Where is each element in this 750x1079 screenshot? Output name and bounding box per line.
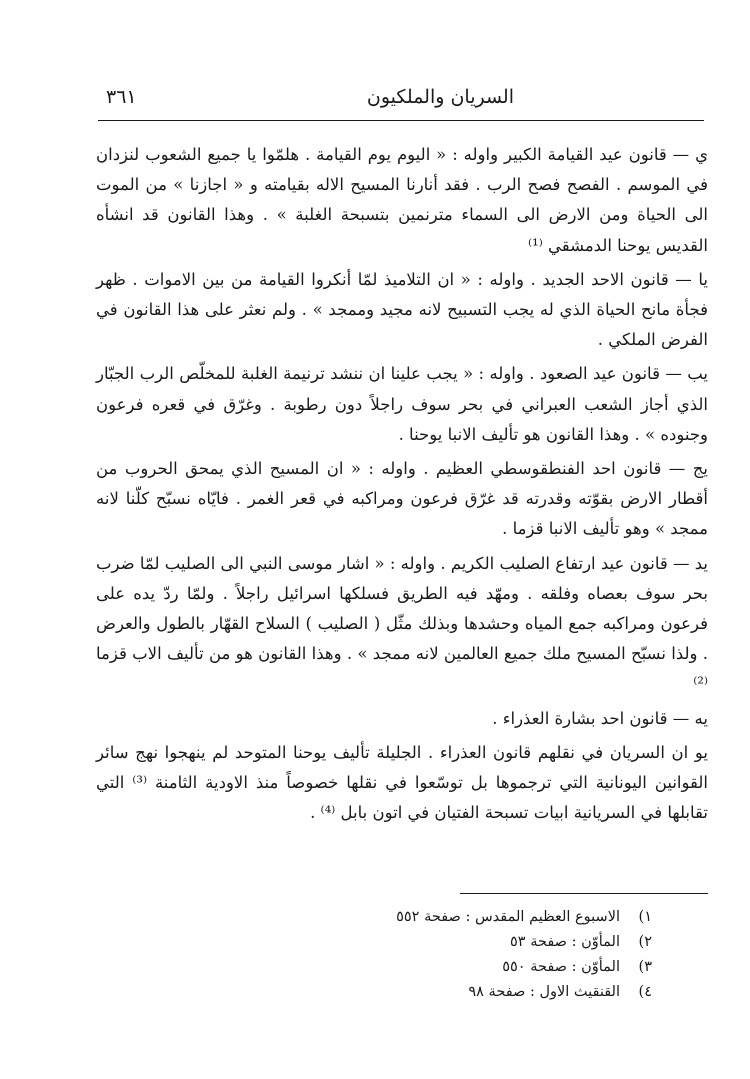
footnote-item	[332, 980, 652, 1005]
paragraph-ya-h: يه — قانون احد بشارة العذراء .	[492, 708, 708, 728]
footnote-item	[332, 955, 652, 980]
footnote-text: المأوّن : صفحة ٥٥٠	[502, 959, 620, 975]
paragraph-ya-a: يا — قانون الاحد الجديد . واوله : « ان التلاميذ لمّا أنكروا القيامة من بين الاموات . ظهر فجأة مانح الحياة الذي له يجب التسبيح لانه مجيد وممجد » . ولم نعثر على هذا القانون في الفرض الملكي .	[96, 269, 708, 350]
paragraph-ya-b: يب — قانون عيد الصعود . واوله : « يجب علينا ان ننشد ترنيمة الغلبة للمخلّص الرب الجبّار الذي أجاز الشعب العبراني في بحر سوف راجلاً دون رطوبة . وغرّق في قعره فرعون وجنوده » . وهذا القانون هو تأليف الانبا يوحنا .	[96, 364, 708, 444]
footnote-item	[332, 905, 652, 930]
footnote-number: ٤)	[638, 984, 652, 1000]
page-header	[98, 84, 704, 121]
footnote-number: ٣)	[638, 959, 652, 975]
page-number: ٣٦١	[106, 86, 137, 108]
footnote-text: الاسبوع العظيم المقدس : صفحة ٥٥٢	[396, 909, 620, 925]
footnote-item	[332, 930, 652, 955]
paragraph-ya-d: يد — قانون عيد ارتفاع الصليب الكريم . واوله : « اشار موسى النبي الى الصليب لمّا ضرب بحر سوف بعصاه وفلقه . ومهّد فيه الطريق فسلكها اسرائيل راجلاً . ولمّا ردّ يده على فرعون ومراكبه جمع المياه وحشدها وبذلك مثّل ( الصليب ) السلاح القهّار بالطول والعرض . ولذا نسبّح المسيح ملك جميع العالمين لانه ممجد » . وهذا القانون هو من تأليف الاب قزما ⁽²⁾	[95, 553, 708, 694]
body-text	[96, 140, 708, 832]
footnote-number: ١)	[638, 909, 652, 925]
paragraph-ya-j: يج — قانون احد الفنطقوسطي العظيم . واوله : « ان المسيح الذي يمحق الحروب من أقطار الارض بقوّته وقدرته قد غرّق فرعون ومراكبه في قعر الغمر . فايّاه نسبّح كلّنا لانه ممجد » وهو تأليف الانبا قزما .	[96, 459, 708, 539]
footnote-number: ٢)	[638, 934, 652, 950]
footnote-text: القنقيث الاول : صفحة ٩٨	[468, 984, 620, 1000]
footnote-text: المأوّن : صفحة ٥٣	[510, 934, 620, 950]
footnotes	[332, 905, 652, 1005]
running-title: السريان والملكيون	[366, 86, 514, 108]
paragraph-ya-w: يو ان السريان في نقلهم قانون العذراء . الجليلة تأليف يوحنا المتوحد لم ينهجوا نهج سائر القوانين اليونانية التي ترجموها بل توسّعوا في نقلها خصوصاً منذ الاودية الثامنة ⁽³⁾ التي تقابلها في السريانية ابيات تسبحة الفتيان في اتون بابل ⁽⁴⁾ .	[96, 742, 708, 823]
footnote-divider	[460, 893, 708, 894]
paragraph-ya-i: ي — قانون عيد القيامة الكبير واوله : « اليوم يوم القيامة . هلمّوا يا جميع الشعوب لنزدان في الموسم . الفصح فصح الرب . فقد أنارنا المسيح الاله بقيامته و « اجازنا » من الموت الى الحياة ومن الارض الى السماء مترنمين بتسبحة الغلبة » . وهذا القانون قد انشأه القديس يوحنا الدمشقي ⁽¹⁾	[96, 145, 708, 255]
